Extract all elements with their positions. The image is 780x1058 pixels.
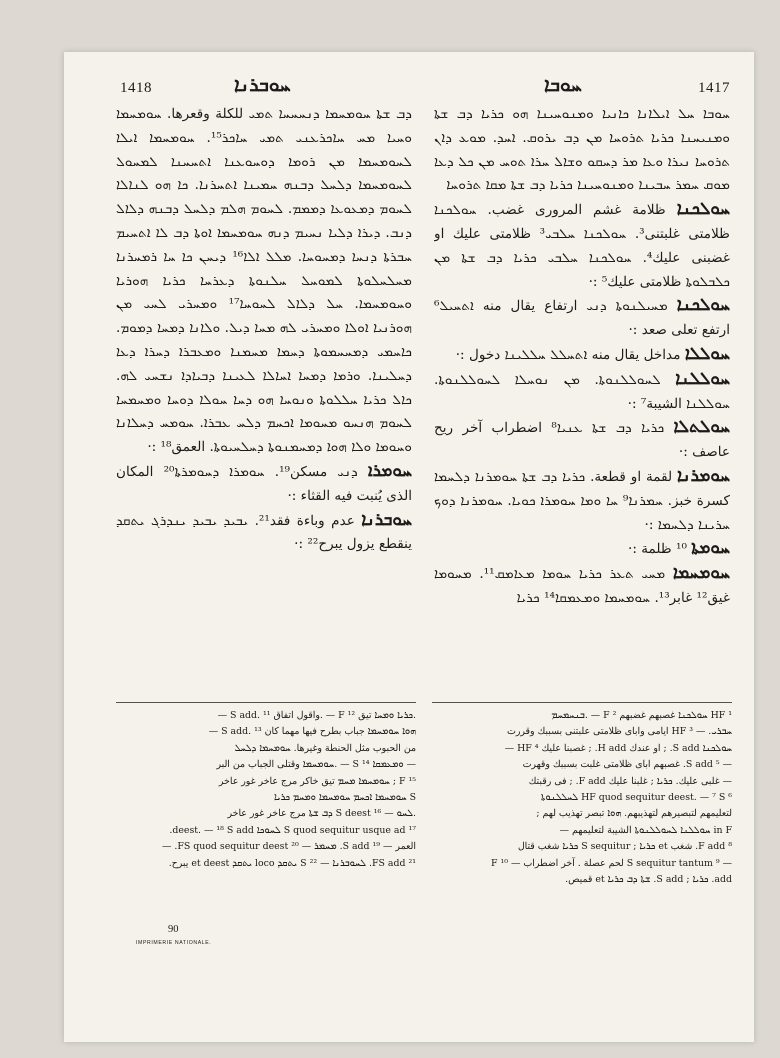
right-footnotes — [432, 708, 732, 902]
footnote-line: .ܟܪܝܐ ܘܡܚܐ تيق F ¹² — .واقول اتفاق S add. ¹¹ — — [217, 710, 416, 721]
footnote-line: ⁸ F add. شغب et ܟܪܝܐ ; S sequitur ܟܪܝܐ شغب قتال — [517, 841, 732, 853]
entry — [434, 294, 730, 343]
entry-text: ܡܚܝܠܢܘܬܐ ܕܢܝ ارتفاع يقال منه ܐܬܚܝܠ⁶ ارتفع تعلى صعد :· — [434, 298, 730, 339]
signature-mark: 90 — [168, 924, 179, 935]
printer-imprint: IMPRIMERIE NATIONALE. — [136, 940, 212, 946]
entry — [116, 509, 412, 558]
entry — [434, 416, 730, 465]
footnote-line: — ⁹ S sequitur tantum لحم عصلة . آخر اضطراب — ¹⁰ F — [491, 857, 732, 869]
entry — [116, 102, 412, 460]
entry-text: ظلامة غشم المرورى غضب. ܚܘܠܟܢܐ ظلامتى غلبتنى³. ܚܘܠܟܢܐ ܚܠܒܝ³ ظلامتى عليك او غضبنى عليك⁴. ܚܘܠܟܢܐ ܚܠܒܝ ܟܪܝܐ ܕܒ ܫܬܐ ܡܢ ܟܠܒܠܘܬܐ ظلامتى عليك⁵ :· — [434, 202, 730, 290]
entry-lemma: ܚܘܠܟܢܐ — [676, 199, 730, 220]
footnote-line: من الحبوب مثل الحنطة وغيرها. ܚܘܡܚܡܐ ܕܠܚܠ — [234, 742, 416, 754]
entry-lemma: ܚܘܠܟܢܐ — [676, 295, 730, 316]
footnote-line: ܚܒܪܝ. — ³ HF ايامى واباى ظلامتى علبتنى بسببك وقررت — [507, 726, 732, 738]
entry — [434, 343, 730, 368]
footnote-rule-right — [432, 702, 732, 703]
entry-lemma: ܚܘܠܬܠܐ — [673, 417, 730, 438]
footnote-line: ܗܘܐ ܚܘܡܚܡܐ جباب بطرح فيها مهما كان S add. ¹³ — — [208, 726, 416, 738]
left-footnotes — [116, 708, 416, 902]
entry — [434, 465, 730, 537]
footnote-line: — ܘܡܥܡܩܐ S ¹⁴ — .ܚܘܡܚܡܐ وقتلى الجباب من البر — [216, 759, 416, 771]
entry-text: مداخل يقال منه ܐܬܚܠܠ ܚܠܠܝܢܐ دخول :· — [455, 346, 681, 363]
entry-text: ܠܚܘܠܠܢܘܬܐ. ܡܢ ܢܘܚܠܐ ܠܚܘܠܠܢܘܬܐ. ܚܘܠܠܢܐ الشيبة⁷ :· — [434, 371, 730, 412]
left-running-head: ܚܘܒܪܢܐ — [234, 74, 291, 96]
entry-text: ܕܒ ܫܬܐ ܚܘܡܚܡܐ ܕܢܚܚܚܐ ܬܡܝ للكلة وقعرها. ܚܘܡܚܡܐ ܘܚܝܐ ܡܚ ܚܐܟܪܥܢܝ ܬܡܝ ܚܐܟܪ¹⁵. ܚܘܡܚܡܐ ܐܝܠܐ ܠܚܘܡܚܡܐ ܡܢ ܪܘܡܐ ܕܘܚܘܥܢܐ ܐܬܚܚܢܐ ܠܡܚܘܠ ܠܚܘܡܚܡܐ ܕܠܚܠ ܕܒܢܗ ܚܡܝܢܐ ܐܬܚܪܢܐ. ܟܐ ܗܘ ܠܢܐܠܐ ܠܚܘܡ ܕܡܥܘܥܐ ܕܡܡܡ. ܠܚܘܡ ܗܠܡ ܕܠܚܠ ܕܒܢܗ ܕܠܐܠ ܕܢܒ. ܕܝܪܐ ܕܠܝܐ ܢܚܝܡ ܕܢܗ ܚܘܡܚܡܐ ܐܘܬܐ ܕܒ ܠܐ ܐܬܚܝܡ ܚܒܪܬܐ ܕܢܚܐ ܕܡܚܘܚܐ. ܡܠܠ ܐܠܐ¹⁶ ܕܝܚܢ ܟܐ ܚܐ ܪܡܚܪܢܐ ܡܚܠܚܠܘܬܐ ܠܡܘܚܠ ܚܠܢܘܬܐ ܕܥܪܚܐ ܟܪܝܐ ܗܘܪܝܐ ܘܚܘܡܚܡܐ. ܚܠ ܕܠܐܠ ܠܚܘܚܐ¹⁷ ܘܡܚܪܝ ܠܚܝ ܡܢ ܗܘܪܢܝܐ ܐܘܠܐ ܘܡܚܪܝ ܠܗ ܡܚܐ ܕܝܠ. ܘܠܐܢܐ ܕܡܚܐ ܕܡܘܡ. ܟܐܚܡܝ ܕܡܚܚܡܘܬܐ ܕܚܡܐ ܡܚܡܢܐ ܘܡܥܒܪܐ ܕܚܪܐ ܕܥܐ ܕܚܠܝܢܐ. ܘܪܡܐ ܕܡܚܐ ܐܚܐܠܐ ܠܥܝܢܐ ܕܒܝܐܕܐ ܢܫܚܝ ܠܗ. ܟܐܠ ܟܪܝܐ ܚܠܠܘܬܐ ܘܢܘܚܐ ܗܘ ܕܚܐ ܚܘܠܐ ܕܘܚܐ ܘܡܚܡܚܐ ܠܚܘܡ ܗܢܚܘ ܡܚܘܡܐ ܐܟܚܡ ܕܠܚ ܥܒܪܐ. ܚܘܡܚ ܕܚܠܐܢܐ ܘܚܘܡܐ ܘܠܐ ܗܘܐ ܕܡܚܡܢܘܬܐ ܕܚܠܚܝܘܬܐ. العمق¹⁸ :· — [116, 106, 412, 456]
entry-lemma: ܚܘܡܬܐ — [691, 538, 730, 559]
footnote-line: ܚܘܠܟܢܐ S add. ; او عندك H add. ; غصبنا عليك HF ⁴ — — [504, 742, 732, 754]
entry — [434, 537, 730, 562]
footnote-line: add. ܟܪܝܐ ; S add. ܫܬܐ ܕܒ ܟܪܝܐ et قميص. — [565, 874, 732, 886]
footnote-line: ¹ HF ܚܘܠܟܢܐ غصبهم غضبهم F ² — .ܒܢܚܡܚܡ — [551, 710, 732, 721]
entry — [434, 562, 730, 611]
entry-lemma: ܚܘܠܠܢܐ — [675, 368, 730, 389]
entry — [434, 368, 730, 417]
left-page-number: 1418 — [120, 80, 152, 96]
right-column — [434, 102, 730, 702]
footnote-line: — غلبى عليك. ܟܪܝܐ ; غلبنا عليك F add. ; فى رقبتك — [528, 775, 732, 787]
right-page-number: 1417 — [698, 80, 730, 96]
entry-lemma: ܚܘܡܪܢܐ — [677, 465, 730, 486]
entry-text: ܚܘܒܐ ܚܠ ܐܝܠܐܢܐ ܟܐܢܝܐ ܘܡܢܘܚܝܢܐ ܗܘ ܟܪܝܐ ܕܒ ܫܬܐ ܘܡܢܝܚܢܐ ܟܪܝܐ ܬܪܘܚܐ ܡܢ ܕܒ ܝܪܘܩ. ܐܚܕ. ܡܘܥ ܕܐܢ ܬܪܘܚܐ ܢܝܪܐ ܘܥܐ ܡܪ ܕܚܩܘ ܘܫܐܠ ܚܪܐ ܬܘܚ ܡܢ ܟܠ ܕܥܐ ܡܘܩ ܚܡܪ ܚܒܝܢܐ ܘܡܢܘܚܝܢܐ ܟܪܝܐ ܕܒ ܫܬܐ ܡܩܐ ܬܪܘܚܐ — [434, 106, 730, 194]
entry-text: ܕܢܝ مسكن¹⁹. ܚܘܡܪܐ ܕܚܘܡܪܬܐ²⁰ المكان الذى يُنبت فيه القثاء :· — [116, 463, 412, 504]
entry-lemma: ܚܘܡܪܐ — [367, 460, 412, 481]
book-page — [64, 52, 754, 1042]
footnote-line: ²¹ FS add. ܠܚܘܒܪܢܐ — ²² S ܝܬܩܕ loco ܝܬܩܕ et deest يبرح. — [168, 857, 416, 869]
footnote-line: ¹⁷ S quod sequitur usque ad ܠܚܘܟܐ deest. — ¹⁸ S add. — [169, 824, 416, 836]
entry-text: ܡܚܝ ܬܥܪ ܟܪܝܐ ܚܘܡܐ ܡܥܐܡܩ¹¹. ܡܚܘܡܐ غيق¹² غابر¹³. ܚܘܡܚܡܐ ܘܡܥܡܩܐ¹⁴ ܟܪܝܐ — [434, 566, 730, 606]
footnote-line: — ⁵ S add. غصبهم اباى ظلامتى غلبت بسببك وقهرت — [522, 759, 732, 771]
entry — [434, 198, 730, 294]
entry-lemma: ܚܘܡܚܡܐ — [672, 563, 730, 584]
footnote-line: ⁶ HF quod sequitur deest. — ⁷ S ܠܚܠܠܢܘܬܐ — [540, 792, 732, 804]
entry-text: ¹⁰ ظلمة :· — [628, 541, 687, 558]
footnote-line: لتعليمهم لتبصيرهم لتهذيبهم. ܗܘܐ تبصر تهذيب لهم ; — [536, 808, 732, 820]
entry-text: لقمة او قطعة. ܟܪܝܐ ܕܒ ܫܬܐ ܚܘܡܪܢܐ ܕܠܚܡܐ كسرة خبز. ܚܡܪܢܐ⁹ ܚܐ ܘܡܐ ܚܘܡܪܐ ܟܘܝܐ. ܚܘܡܪܢܐ ܕܘܟ ܚܪܝܢܐ ܕܠܚܡܐ :· — [434, 468, 730, 533]
entry-text: ܟܪܝܐ ܕܒ ܫܬܐ ܥܢܝܐ⁸ اضطراب آخر ريح عاصف :· — [434, 420, 730, 461]
entry — [434, 102, 730, 198]
footnote-line: ¹⁵ F ; ܚܘܡܚܡܐ ܡܚܡ تيق خاكر مرج عاخر غور عاخر — [218, 775, 416, 787]
right-running-head: ܚܘܒܐ — [544, 74, 582, 96]
footnote-rule-left — [116, 702, 416, 703]
footnote-line: in F ܚܘܠܠܢܐ ܠܚܘܠܠܢܘܬܐ الشيبة لتعليمهم — — [559, 824, 732, 836]
entry-lemma: ܚܘܠܠܐ — [684, 343, 730, 364]
entry-lemma: ܚܘܒܪܢܐ — [361, 509, 412, 530]
entry-text: عدم وباءة فقد²¹. ܝܒܝܕ ܝܒܝܕ ܝܢܕܪܓ ܝܬܩܕ ينقطع يزول يبرح²² :· — [116, 512, 412, 553]
footnote-line: .ܠܚܘ — ¹⁶ S deest ܕܒ ܫܬܐ مرج عاخر غور عاخر — [227, 808, 416, 820]
footnote-line: العمر — ¹⁹ S add. ܡܚܡܪ — ²⁰ FS quod sequitur deest. — — [162, 841, 416, 853]
entry — [116, 460, 412, 509]
left-column — [116, 102, 412, 702]
footnote-line: S ܚܘܡܚܡܐ ܐܟܚܡ ܚܘܡܚܡܐ ܘܡܚܡ ܟܪܝܐ — [274, 792, 416, 804]
